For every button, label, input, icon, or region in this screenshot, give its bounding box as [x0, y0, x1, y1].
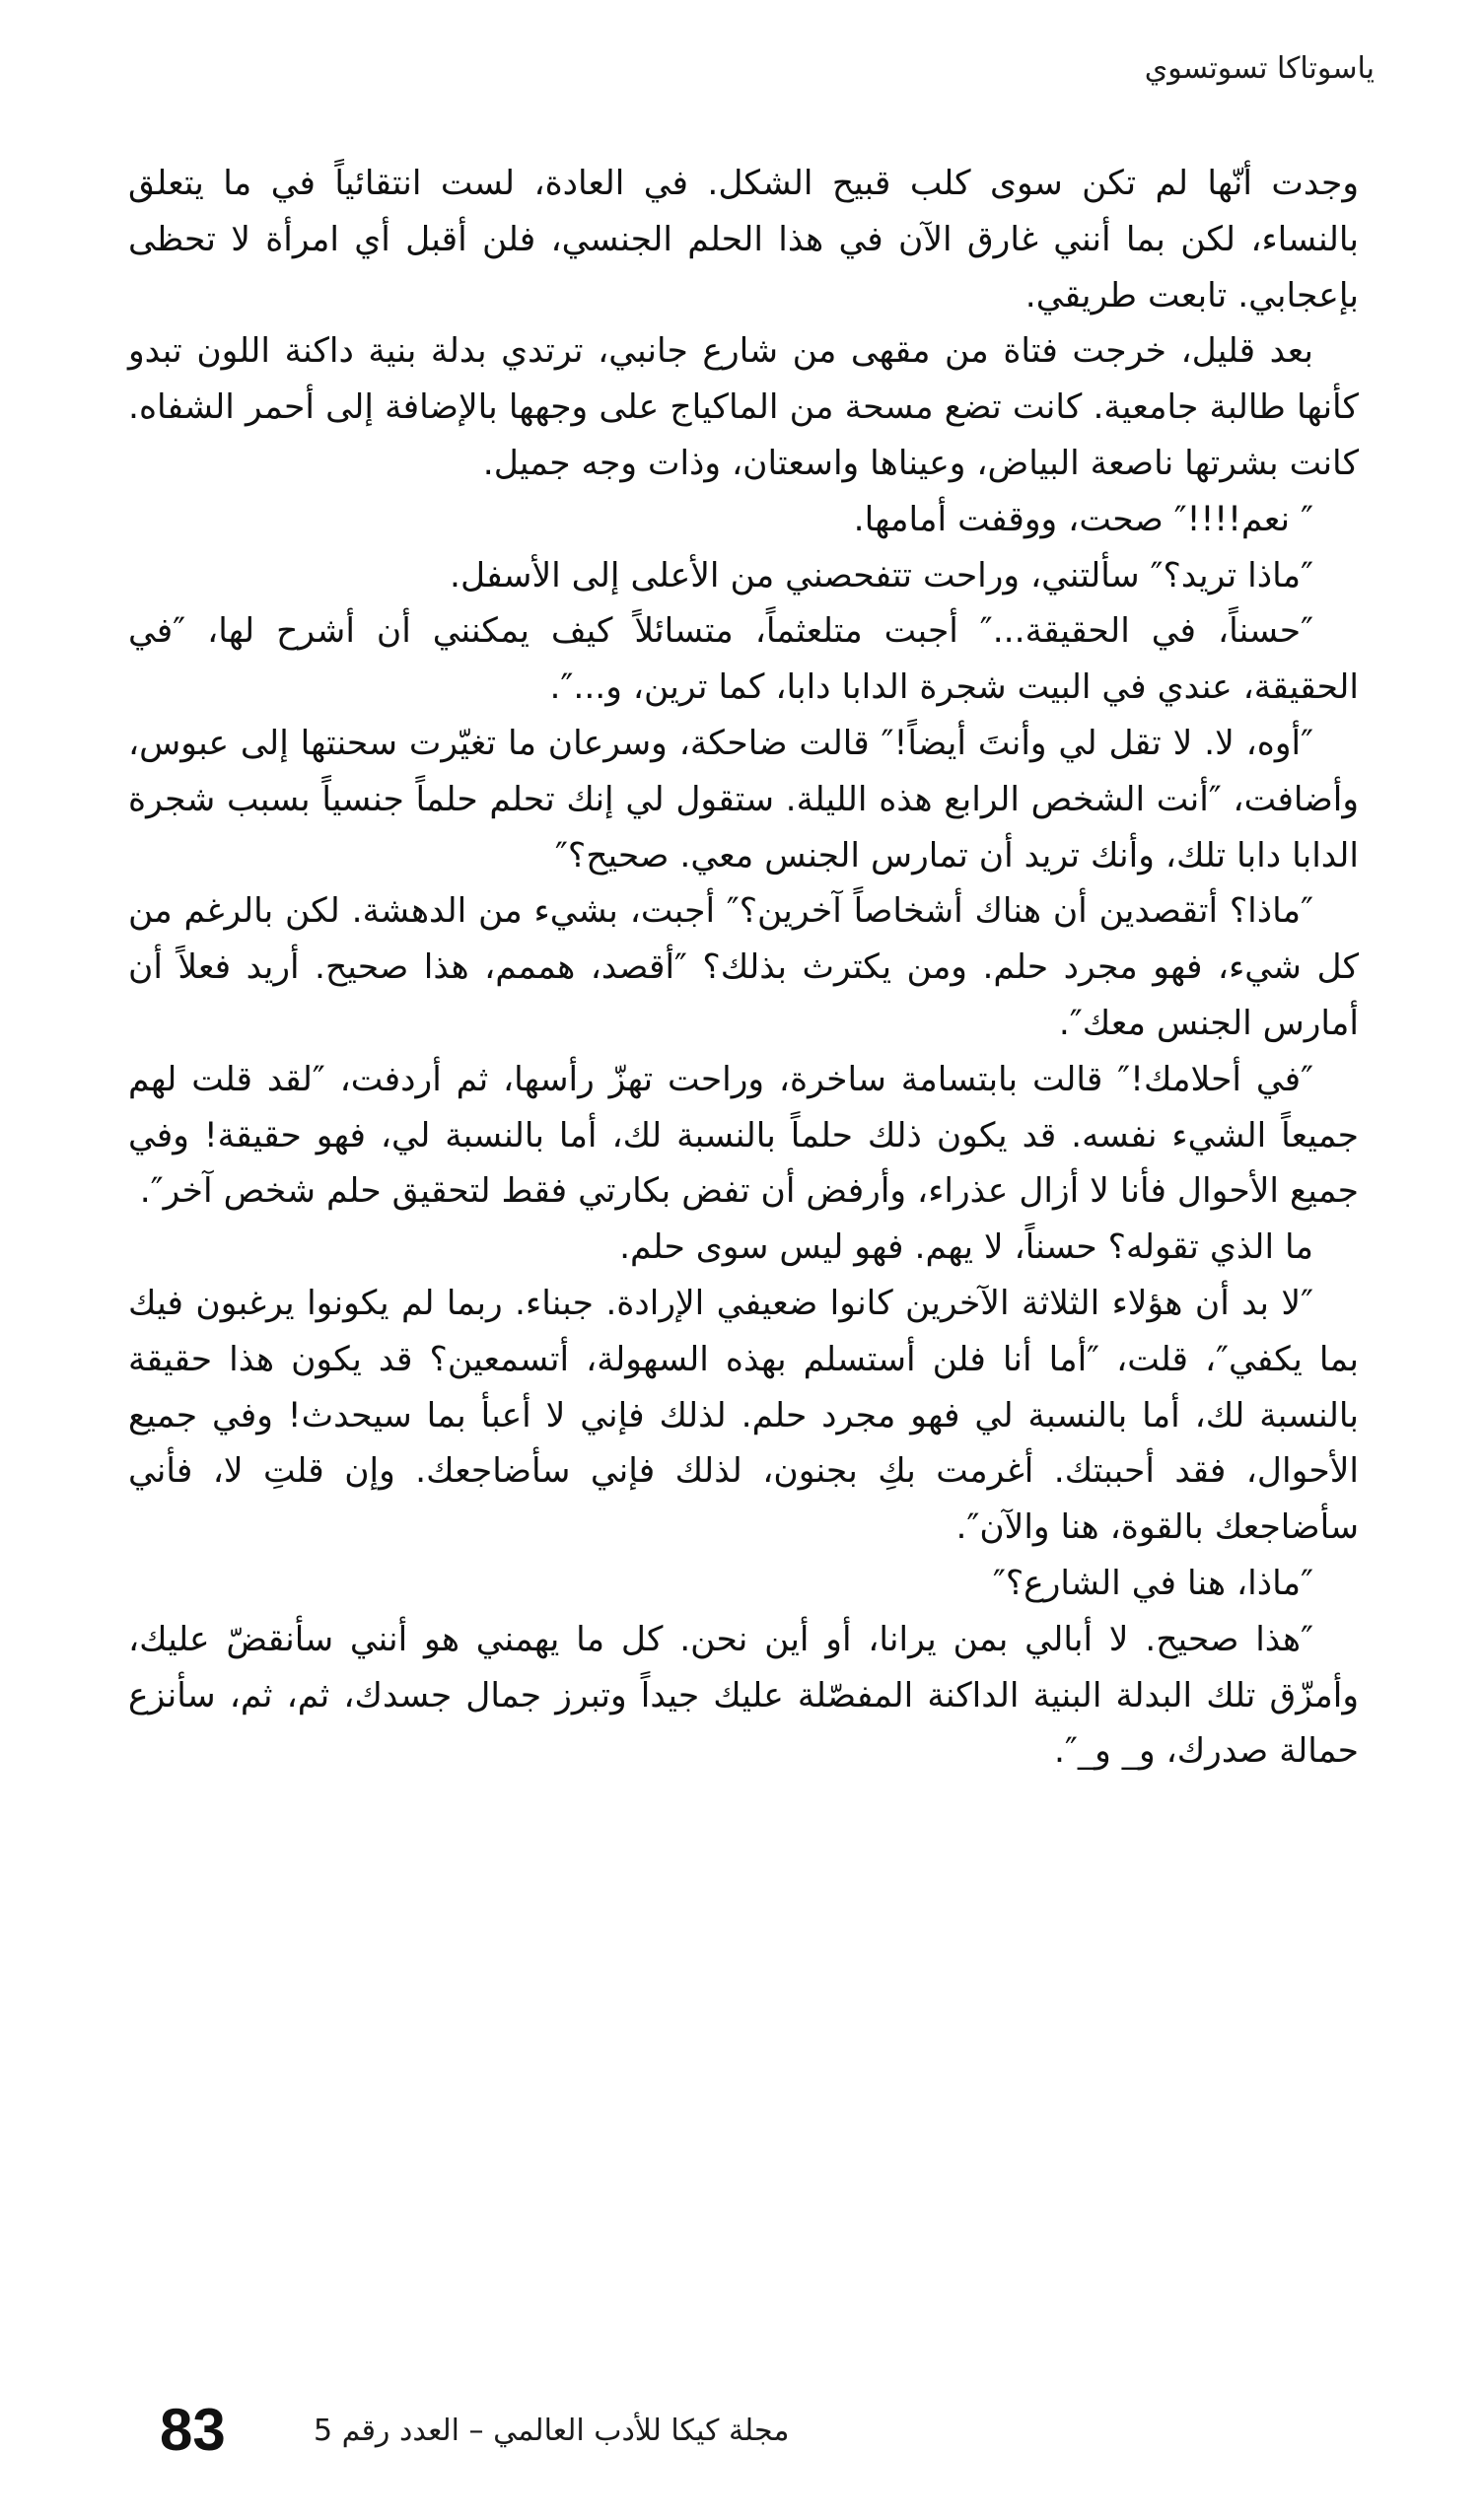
running-header-author: ياسوتاكا تسوتسوي [1144, 51, 1375, 86]
paragraph-8: ″في أحلامك!″ قالت بابتسامة ساخرة، وراحت تهزّ رأسها، ثم أردفت، ″لقد قلت لهم جميعاً الشيء نفسه. قد يكون ذلك حلماً بالنسبة لك، أما بالنسبة لي، فهو حقيقة! وفي جميع الأحوال فأنا لا أزال عذراء، وأرفض أن تفض بكارتي فقط لتحقيق حلم شخص آخر″. [128, 1059, 1359, 1212]
paragraph-1: وجدت أنّها لم تكن سوى كلب قبيح الشكل. في العادة، لست انتقائياً في ما يتعلق بالنساء، لكن بما أنني غارق الآن في هذا الحلم الجنسي، فلن أقبل أي امرأة لا تحظى بإعجابي. تابعت طريقي. [128, 164, 1359, 315]
paragraph-10: ″لا بد أن هؤلاء الثلاثة الآخرين كانوا ضعيفي الإرادة. جبناء. ربما لم يكونوا يرغبون فيك بما يكفي″، قلت، ″أما أنا فلن أستسلم بهذه السهولة، أتسمعين؟ قد يكون هذا حقيقة بالنسبة لك، أما بالنسبة لي فهو مجرد حلم. لذلك فإني لا أعبأ بما سيحدث! وفي جميع الأحوال، فقد أحببتك. أغرمت بكِ بجنون، لذلك فإني سأضاجعك. وإن قلتِ لا، فأني سأضاجعك بالقوة، هنا والآن″. [128, 1283, 1359, 1548]
paragraph-6: ″أوه، لا. لا تقل لي وأنتَ أيضاً!″ قالت ضاحكة، وسرعان ما تغيّرت سحنتها إلى عبوس، وأضافت، ″أنت الشخص الرابع هذه الليلة. ستقول لي إنك تحلم حلماً جنسياً بسبب شجرة الدابا دابا تلك، وأنك تريد أن تمارس الجنس معي. صحيح؟″ [128, 723, 1359, 875]
body-text [128, 156, 1359, 1780]
footer-journal-title: مجلة كيكا للأدب العالمي – العدد رقم 5 [314, 2414, 790, 2448]
page-number: 83 [160, 2397, 226, 2463]
paragraph-3: ″ نعم!!!!″ صحت، ووقفت أمامها. [853, 499, 1313, 539]
paragraph-4: ″ماذا تريد؟″ سألتني، وراحت تتفحصني من الأعلى إلى الأسفل. [449, 555, 1313, 595]
paragraph-2: بعد قليل، خرجت فتاة من مقهى من شارع جانبي، ترتدي بدلة بنية داكنة اللون تبدو كأنها طالبة جامعية. كانت تضع مسحة من الماكياج على وجهها بالإضافة إلى أحمر الشفاه. كانت بشرتها ناصعة البياض، وعيناها واسعتان، وذات وجه جميل. [128, 331, 1359, 483]
paragraph-9: ما الذي تقوله؟ حسناً، لا يهم. فهو ليس سوى حلم. [619, 1227, 1313, 1268]
paragraph-12: ″هذا صحيح. لا أبالي بمن يرانا، أو أين نحن. كل ما يهمني هو أنني سأنقضّ عليك، وأمزّق تلك البدلة البنية الداكنة المفصّلة عليك جيداً وتبرز جمال جسدك، ثم، ثم، سأنزع حمالة صدرك، و_ و_″. [128, 1619, 1359, 1772]
paragraph-5: ″حسناً، في الحقيقة...″ أجبت متلعثماً، متسائلاً كيف يمكنني أن أشرح لها، ″في الحقيقة، عندي في البيت شجرة الدابا دابا، كما ترين، و...″. [128, 611, 1359, 708]
paragraph-7: ″ماذا؟ أتقصدين أن هناك أشخاصاً آخرين؟″ أجبت، بشيء من الدهشة. لكن بالرغم من كل شيء، فهو مجرد حلم. ومن يكترث بذلك؟ ″أقصد، هممم، هذا صحيح. أريد فعلاً أن أمارس الجنس معك″. [128, 891, 1359, 1043]
paragraph-11: ″ماذا، هنا في الشارع؟″ [992, 1563, 1313, 1603]
